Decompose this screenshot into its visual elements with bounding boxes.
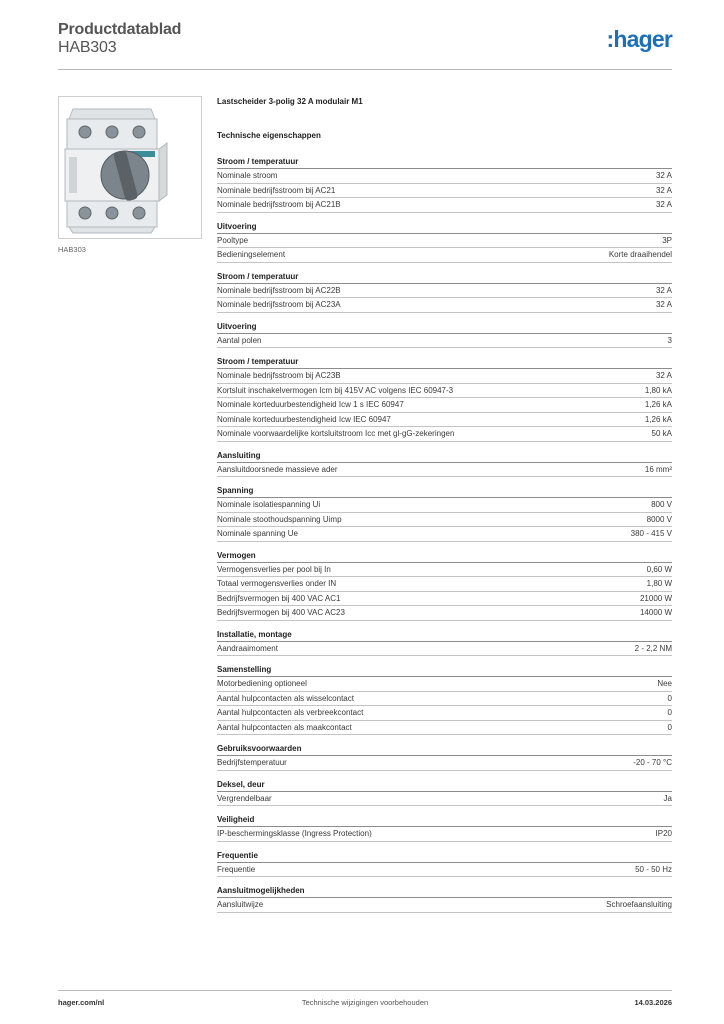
spec-row bbox=[217, 677, 672, 692]
spec-label: Bedrijfsvermogen bij 400 VAC AC23 bbox=[217, 608, 345, 617]
spec-label: Aansluitdoorsnede massieve ader bbox=[217, 464, 338, 474]
spec-section bbox=[217, 814, 672, 842]
section-title: Stroom / temperatuur bbox=[217, 271, 672, 284]
spec-row bbox=[217, 198, 672, 213]
spec-content bbox=[217, 96, 672, 921]
product-description: Lastscheider 3-polig 32 A modulair M1 bbox=[217, 97, 363, 106]
spec-row bbox=[217, 792, 672, 807]
spec-section bbox=[217, 629, 672, 657]
spec-label: Nominale bedrijfsstroom bij AC21 bbox=[217, 185, 336, 195]
spec-value: Korte draaihendel bbox=[608, 250, 672, 259]
spec-row bbox=[217, 234, 672, 249]
spec-value: 380 - 415 V bbox=[630, 529, 672, 538]
spec-row bbox=[217, 427, 672, 442]
spec-value: 21000 W bbox=[639, 593, 672, 603]
spec-sections bbox=[217, 156, 672, 913]
spec-row bbox=[217, 498, 672, 513]
footer-date: 14.03.2026 bbox=[634, 998, 672, 1007]
section-title: Uitvoering bbox=[217, 321, 672, 334]
switch-disconnector-illustration bbox=[59, 97, 201, 238]
spec-section bbox=[217, 271, 672, 313]
spec-value: 1,80 kA bbox=[644, 385, 672, 395]
spec-section bbox=[217, 885, 672, 913]
spec-label: Aantal hulpcontacten als maakcontact bbox=[217, 722, 352, 732]
spec-label: Bedrijfsvermogen bij 400 VAC AC1 bbox=[217, 593, 341, 603]
spec-value: 3P bbox=[662, 235, 672, 245]
spec-value: 2 - 2,2 NM bbox=[634, 643, 672, 653]
section-title: Samenstelling bbox=[217, 664, 672, 677]
spec-value: Nee bbox=[657, 679, 672, 688]
section-title: Uitvoering bbox=[217, 221, 672, 234]
spec-label: Frequentie bbox=[217, 864, 256, 874]
spec-row bbox=[217, 642, 672, 657]
spec-label: Kortsluit inschakelvermogen Icm bij 415V AC volgens IEC 60947-3 bbox=[217, 385, 454, 395]
document-title: Productdatablad bbox=[58, 21, 182, 38]
spec-label: Nominale bedrijfsstroom bij AC23A bbox=[217, 300, 341, 309]
spec-row bbox=[217, 527, 672, 542]
spec-row bbox=[217, 513, 672, 528]
spec-label: Nominale spanning Ue bbox=[217, 529, 298, 538]
spec-value: 50 - 50 Hz bbox=[635, 864, 672, 874]
spec-value: 0 bbox=[667, 722, 672, 732]
section-title: Veiligheid bbox=[217, 814, 672, 827]
spec-value: 800 V bbox=[651, 500, 672, 509]
spec-row bbox=[217, 827, 672, 842]
section-title: Gebruiksvoorwaarden bbox=[217, 743, 672, 756]
page-footer bbox=[58, 990, 672, 1005]
spec-row bbox=[217, 169, 672, 184]
spec-value: 32 A bbox=[655, 371, 672, 380]
spec-value: Schroefaansluiting bbox=[606, 900, 672, 909]
spec-value: 8000 V bbox=[646, 514, 672, 524]
spec-row bbox=[217, 721, 672, 736]
spec-label: Aandraaimoment bbox=[217, 643, 278, 653]
spec-value: 1,26 kA bbox=[644, 414, 672, 424]
spec-section bbox=[217, 321, 672, 349]
spec-label: Aantal hulpcontacten als verbreekcontact bbox=[217, 708, 364, 717]
spec-label: Nominale bedrijfsstroom bij AC21B bbox=[217, 200, 341, 209]
document-subtitle: HAB303 bbox=[58, 39, 117, 56]
spec-label: Nominale bedrijfsstroom bij AC23B bbox=[217, 371, 341, 380]
spec-section bbox=[217, 550, 672, 621]
spec-label: Bedieningselement bbox=[217, 250, 286, 259]
spec-value: 0,60 W bbox=[646, 564, 672, 574]
technical-properties-heading: Technische eigenschappen bbox=[217, 131, 321, 140]
spec-section bbox=[217, 356, 672, 442]
spec-label: Aansluitwijze bbox=[217, 900, 264, 909]
section-title: Installatie, montage bbox=[217, 629, 672, 642]
section-title: Frequentie bbox=[217, 850, 672, 863]
spec-label: Nominale isolatiespanning Ui bbox=[217, 500, 321, 509]
section-title: Stroom / temperatuur bbox=[217, 356, 672, 369]
spec-label: Vermogensverlies per pool bij In bbox=[217, 564, 331, 574]
spec-label: Totaal vermogensverlies onder IN bbox=[217, 579, 337, 588]
image-caption: HAB303 bbox=[58, 245, 86, 254]
section-title: Deksel, deur bbox=[217, 779, 672, 792]
spec-value: 1,80 W bbox=[646, 579, 672, 588]
spec-value: 0 bbox=[667, 693, 672, 703]
spec-label: Nominale voorwaardelijke kortsluitstroom Icc met gl-gG-zekeringen bbox=[217, 429, 455, 438]
spec-row bbox=[217, 692, 672, 707]
spec-row bbox=[217, 298, 672, 313]
spec-label: Bedrijfstemperatuur bbox=[217, 758, 287, 767]
footer-website-link[interactable]: hager.com/nl bbox=[58, 998, 105, 1007]
spec-label: Nominale stroom bbox=[217, 171, 278, 180]
spec-row bbox=[217, 563, 672, 578]
spec-row bbox=[217, 398, 672, 413]
section-title: Aansluitmogelijkheden bbox=[217, 885, 672, 898]
spec-row bbox=[217, 413, 672, 428]
spec-label: Nominale korteduurbestendigheid Icw IEC 60947 bbox=[217, 414, 391, 424]
spec-row bbox=[217, 384, 672, 399]
spec-row bbox=[217, 592, 672, 607]
spec-section bbox=[217, 779, 672, 807]
spec-section bbox=[217, 485, 672, 542]
spec-section bbox=[217, 450, 672, 478]
spec-value: 32 A bbox=[655, 171, 672, 180]
spec-row bbox=[217, 369, 672, 384]
spec-label: Aantal hulpcontacten als wisselcontact bbox=[217, 693, 354, 703]
spec-label: Vergrendelbaar bbox=[217, 793, 272, 803]
section-title: Aansluiting bbox=[217, 450, 672, 463]
section-title: Vermogen bbox=[217, 550, 672, 563]
spec-row bbox=[217, 184, 672, 199]
spec-row bbox=[217, 334, 672, 349]
spec-label: Nominale stoothoudspanning Uimp bbox=[217, 514, 342, 524]
spec-section bbox=[217, 850, 672, 878]
spec-value: -20 - 70 °C bbox=[633, 758, 672, 767]
spec-section bbox=[217, 221, 672, 263]
spec-row bbox=[217, 706, 672, 721]
spec-label: Nominale korteduurbestendigheid Icw 1 s IEC 60947 bbox=[217, 400, 404, 409]
spec-label: IP-beschermingsklasse (Ingress Protection) bbox=[217, 829, 372, 838]
spec-label: Nominale bedrijfsstroom bij AC22B bbox=[217, 285, 341, 295]
spec-label: Pooltype bbox=[217, 235, 249, 245]
spec-value: 32 A bbox=[655, 300, 672, 309]
spec-row bbox=[217, 577, 672, 592]
spec-label: Aantal polen bbox=[217, 335, 262, 345]
spec-row bbox=[217, 756, 672, 771]
spec-value: 14000 W bbox=[639, 608, 672, 617]
footer-notice: Technische wijzigingen voorbehouden bbox=[301, 998, 429, 1007]
spec-section bbox=[217, 156, 672, 213]
page-header bbox=[58, 21, 672, 70]
hager-logo[interactable]: :hager bbox=[606, 26, 672, 52]
section-title: Stroom / temperatuur bbox=[217, 156, 672, 169]
spec-value: 32 A bbox=[655, 285, 672, 295]
section-title: Spanning bbox=[217, 485, 672, 498]
spec-value: 0 bbox=[667, 708, 672, 717]
spec-row bbox=[217, 284, 672, 299]
spec-section bbox=[217, 664, 672, 735]
spec-value: 1,26 kA bbox=[644, 400, 672, 409]
spec-label: Motorbediening optioneel bbox=[217, 679, 307, 688]
spec-row bbox=[217, 606, 672, 621]
spec-value: 3 bbox=[667, 335, 672, 345]
spec-section bbox=[217, 743, 672, 771]
spec-row bbox=[217, 863, 672, 878]
spec-value: IP20 bbox=[655, 829, 672, 838]
spec-row bbox=[217, 463, 672, 478]
spec-row bbox=[217, 248, 672, 263]
spec-value: 32 A bbox=[655, 200, 672, 209]
spec-row bbox=[217, 898, 672, 913]
spec-value: 16 mm² bbox=[644, 464, 672, 474]
spec-value: 32 A bbox=[655, 185, 672, 195]
product-image bbox=[58, 96, 202, 239]
spec-value: 50 kA bbox=[651, 429, 672, 438]
spec-value: Ja bbox=[663, 793, 672, 803]
